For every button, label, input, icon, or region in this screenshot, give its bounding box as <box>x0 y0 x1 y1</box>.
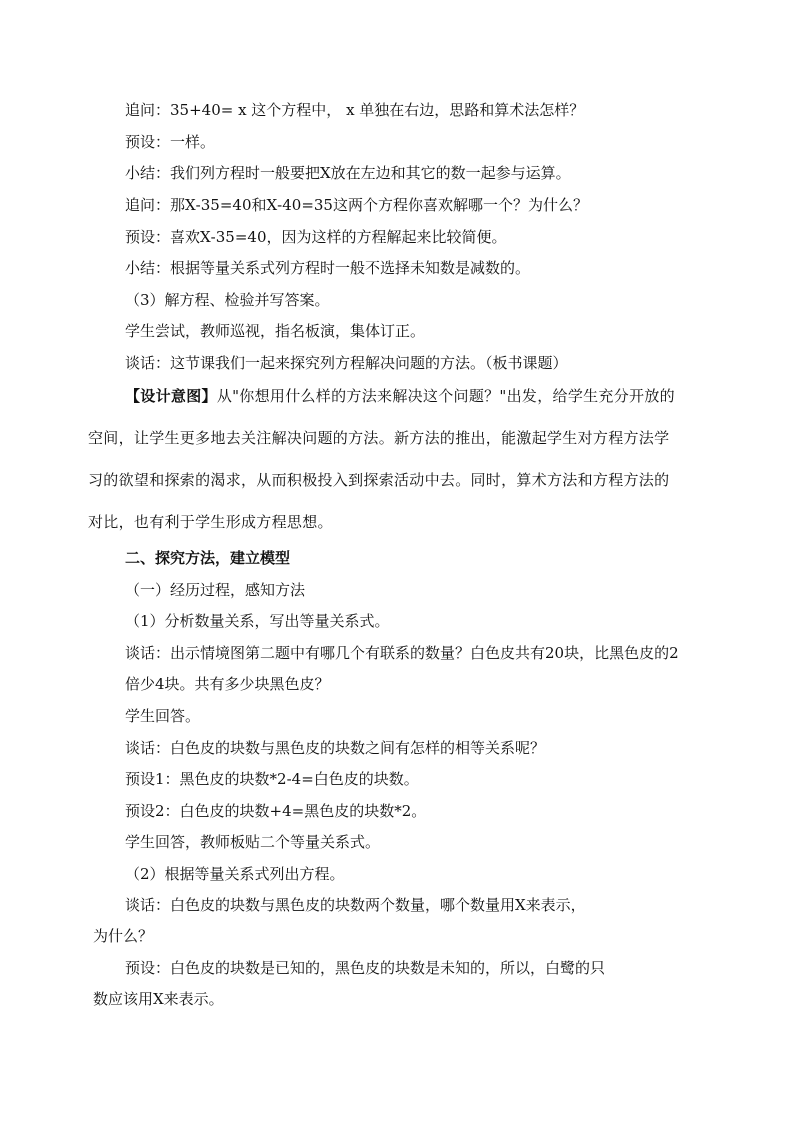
text-line: 小结：我们列方程时一般要把Ⅹ放在左边和其它的数一起参与运算。 <box>125 164 571 182</box>
design-intent-line: 习的欲望和探索的渴求，从而积极投入到探索活动中去。同时，算术方法和方程方法的 <box>88 471 670 489</box>
text-line: 追问：35+40= x 这个方程中， x 单独在右边，思路和算术法怎样？ <box>125 101 585 119</box>
text-line: （一）经历过程，感知方法 <box>125 581 306 599</box>
text-line: 学生尝试，教师巡视，指名板演，集体订正。 <box>125 322 426 340</box>
text-line: 学生回答。 <box>125 707 201 725</box>
design-intent-text: 从"你想用什么样的方法来解决这个问题？"出发，给学生充分开放的 <box>216 387 675 405</box>
text-line: 倍少4块。共有多少块黑色皮？ <box>125 675 330 693</box>
text-line: 追问：那Ⅹ-35=40和Ⅹ-40=35这两个方程你喜欢解哪一个？为什么？ <box>125 196 588 214</box>
design-intent-first-line <box>125 386 675 406</box>
text-line: 预设：白色皮的块数是已知的，黑色皮的块数是未知的，所以，白鹭的只 <box>125 959 606 977</box>
text-line: （3）解方程、检验并写答案。 <box>125 291 330 309</box>
design-intent-line: 对比，也有利于学生形成方程思想。 <box>88 513 333 531</box>
text-line: 谈话：白色皮的块数与黑色皮的块数之间有怎样的相等关系呢？ <box>125 739 546 757</box>
text-line: 小结：根据等量关系式列方程时一般不选择未知数是减数的。 <box>125 259 531 277</box>
design-intent-line: 空间，让学生更多地去关注解决问题的方法。新方法的推出，能激起学生对方程方法学 <box>88 429 670 447</box>
text-line: 谈话：出示情境图第二题中有哪几个有联系的数量？白色皮共有20块，比黑色皮的2 <box>125 644 679 662</box>
design-intent-label: 【设计意图】 <box>125 387 217 405</box>
text-line: 数应该用Ⅹ来表示。 <box>93 990 224 1008</box>
text-line: 谈话：这节课我们一起来探究列方程解决问题的方法。（板书课题） <box>125 354 568 372</box>
text-line: 预设2：白色皮的块数+4=黑色皮的块数*2。 <box>125 802 427 820</box>
text-line: 为什么？ <box>93 927 154 945</box>
text-line: 学生回答，教师板贴二个等量关系式。 <box>125 833 381 851</box>
text-line: 预设：喜欢Ⅹ-35=40，因为这样的方程解起来比较简便。 <box>125 228 507 246</box>
text-line: 预设：一样。 <box>125 133 216 151</box>
text-line: （1）分析数量关系，写出等量关系式。 <box>125 612 390 630</box>
text-line: 谈话：白色皮的块数与黑色皮的块数两个数量，哪个数量用Ⅹ来表示， <box>125 896 586 914</box>
section-heading: 二、探究方法，建立模型 <box>125 549 291 567</box>
text-line: （2）根据等量关系式列出方程。 <box>125 865 345 883</box>
text-line: 预设1：黑色皮的块数*2-4=白色皮的块数。 <box>125 770 419 788</box>
